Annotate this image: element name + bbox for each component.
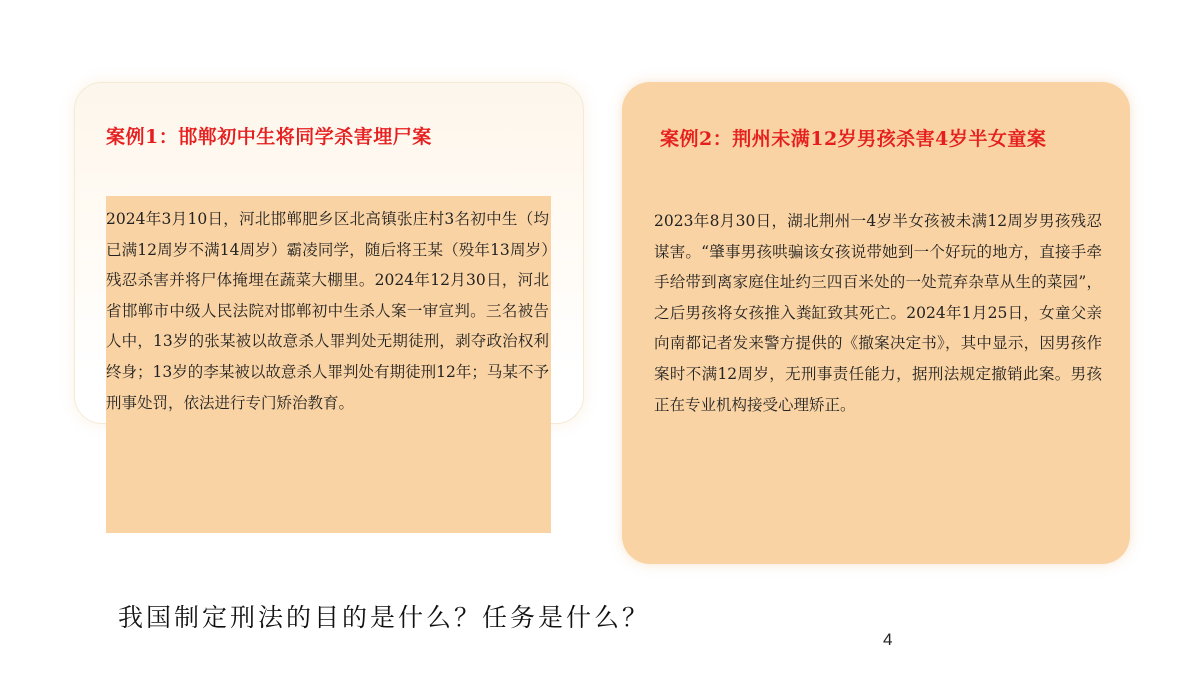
case2-text: 2023年8月30日，湖北荆州一4岁半女孩被未满12周岁男孩残忍谋害。“肇事男孩哄骗该女孩说带她到一个好玩的地方，直接手牵手给带到离家庭住址约三四百米处的一处荒弃杂草从生的菜园”，之后男孩将女孩推入粪缸致其死亡。2024年1月25日，女童父亲向南都记者发来警方提供的《撤案决定书》，其中显示，因男孩作案时不满12周岁，无刑事责任能力，据刑法规定撤销此案。男孩正在专业机构接受心理矫正。 [654,212,1102,414]
case2-title: 案例2：荆州未满12岁男孩杀害4岁半女童案 [660,128,1047,150]
case1-title: 案例1：邯郸初中生将同学杀害埋尸案 [106,126,432,148]
discussion-question: 我国制定刑法的目的是什么？任务是什么？ [118,603,651,632]
case1-text: 2024年3月10日，河北邯郸肥乡区北高镇张庄村3名初中生（均已满12周岁不满14周岁）霸凌同学，随后将王某（殁年13周岁）残忍杀害并将尸体掩埋在蔬菜大棚里。2024年12月30日，河北省邯郸市中级人民法院对邯郸初中生杀人案一审宣判。三名被告人中，13岁的张某被以故意杀人罪判处无期徒刑，剥夺政治权利终身；13岁的李某被以故意杀人罪判处有期徒刑12年；马某不予刑事处罚，依法进行专门矫治教育。 [106,196,551,533]
page-number: 4 [883,630,893,649]
